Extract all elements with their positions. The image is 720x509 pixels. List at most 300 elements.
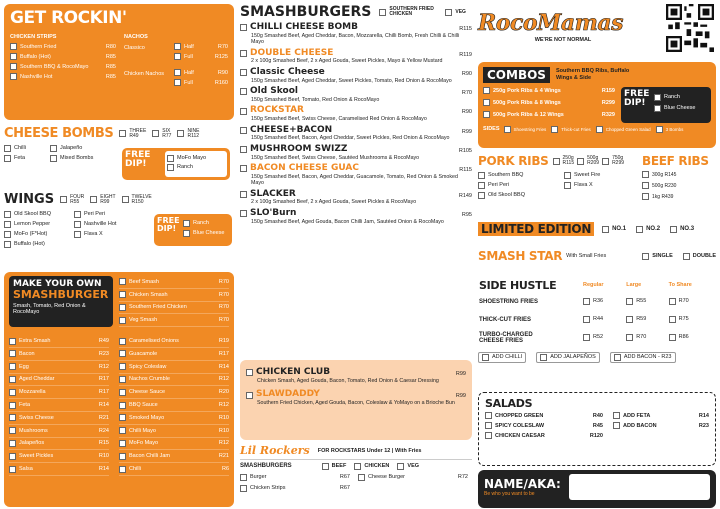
burger-desc: 150g Smashed Beef, Bacon, Aged Cheddar, Guacamole, Tomato, Red Onion & Smoked Mayo xyxy=(251,173,458,187)
base-price: R70 xyxy=(218,317,229,324)
name-input[interactable] xyxy=(569,474,710,500)
extra-checkbox[interactable] xyxy=(119,350,126,357)
size-checkbox[interactable] xyxy=(626,298,633,305)
side-option[interactable] xyxy=(656,126,684,133)
burger-item[interactable] xyxy=(240,106,472,122)
lil-item[interactable] xyxy=(240,474,350,481)
salad-item[interactable] xyxy=(485,432,603,439)
side-price: R70 xyxy=(678,298,689,304)
beef-rib-size[interactable] xyxy=(642,182,716,189)
extra-option[interactable] xyxy=(119,425,229,438)
combo-item[interactable] xyxy=(483,99,615,106)
rib-size-option[interactable] xyxy=(602,156,624,166)
combos-section xyxy=(478,62,716,148)
extra-price: R12 xyxy=(218,402,229,409)
limited-label: NO.2 xyxy=(646,226,661,232)
size-checkbox[interactable] xyxy=(626,316,633,323)
dip-checkbox[interactable] xyxy=(183,230,190,237)
variant-checkbox[interactable] xyxy=(379,9,386,16)
burger-name: SLAWDADDY xyxy=(256,389,320,400)
side-price-option[interactable] xyxy=(669,298,689,305)
item-checkbox[interactable] xyxy=(240,485,247,492)
quantity-option[interactable] xyxy=(177,129,199,139)
salad-price: R40 xyxy=(592,412,603,419)
beef-rib-size[interactable] xyxy=(642,171,716,178)
size-option[interactable] xyxy=(174,79,228,86)
addon-checkbox[interactable] xyxy=(482,354,489,361)
base-option[interactable] xyxy=(119,276,229,289)
size-checkbox[interactable] xyxy=(669,334,676,341)
quantity-checkbox[interactable] xyxy=(122,196,129,203)
burger-item[interactable] xyxy=(240,23,472,46)
combo-item[interactable] xyxy=(483,111,615,118)
extra-checkbox[interactable] xyxy=(9,338,16,345)
burger-price: R115 xyxy=(459,166,472,173)
size-checkbox[interactable] xyxy=(174,53,181,60)
size-checkbox[interactable] xyxy=(174,79,181,86)
dip-option[interactable] xyxy=(654,94,696,101)
base-option[interactable] xyxy=(119,314,229,327)
extra-checkbox[interactable] xyxy=(119,440,126,447)
burger-item[interactable] xyxy=(240,68,472,84)
flavour-option[interactable] xyxy=(4,221,70,228)
menu-item[interactable] xyxy=(10,73,116,80)
extra-checkbox[interactable] xyxy=(9,440,16,447)
extra-option[interactable] xyxy=(9,399,109,412)
extra-name: BBQ Sauce xyxy=(129,402,158,409)
extra-checkbox[interactable] xyxy=(9,376,16,383)
size-option[interactable] xyxy=(174,69,228,76)
burger-item[interactable] xyxy=(240,49,472,65)
flavour-checkbox[interactable] xyxy=(4,241,11,248)
extra-option[interactable] xyxy=(9,463,109,476)
burger-checkbox[interactable] xyxy=(240,210,247,217)
variant-toggle[interactable] xyxy=(445,9,466,16)
side-price-option[interactable] xyxy=(669,316,689,323)
free-dip-label: FREE DIP! xyxy=(157,216,180,233)
size-price: R70 xyxy=(217,43,228,50)
dip-checkbox[interactable] xyxy=(167,155,174,162)
dip-option[interactable] xyxy=(167,155,225,162)
extra-checkbox[interactable] xyxy=(9,350,16,357)
flavour-checkbox[interactable] xyxy=(564,172,571,179)
smash-star-option[interactable] xyxy=(683,253,716,260)
extra-option[interactable] xyxy=(9,450,109,463)
burger-checkbox[interactable] xyxy=(240,165,247,172)
extra-option[interactable] xyxy=(9,348,109,361)
extra-checkbox[interactable] xyxy=(9,427,16,434)
item-price: R85 xyxy=(105,73,116,80)
side-price-option[interactable] xyxy=(583,298,603,305)
burger-checkbox[interactable] xyxy=(240,50,247,57)
combo-item[interactable] xyxy=(483,87,615,94)
flavour-option[interactable] xyxy=(564,172,634,179)
base-checkbox[interactable] xyxy=(119,278,126,285)
dip-option[interactable] xyxy=(183,220,229,227)
base-checkbox[interactable] xyxy=(119,304,126,311)
burger-checkbox[interactable] xyxy=(240,88,247,95)
extra-option[interactable] xyxy=(9,425,109,438)
extra-checkbox[interactable] xyxy=(119,363,126,370)
limited-edition-section xyxy=(478,222,716,236)
extra-option[interactable] xyxy=(119,374,229,387)
combo-checkbox[interactable] xyxy=(483,99,490,106)
burger-name: CHEESE+BACON xyxy=(250,124,333,135)
side-price-option[interactable] xyxy=(626,316,646,323)
size-price: R209 xyxy=(587,160,600,166)
item-checkbox[interactable] xyxy=(10,73,17,80)
extra-price: R17 xyxy=(98,376,109,383)
size-checkbox[interactable] xyxy=(553,158,560,165)
lil-variant-toggle[interactable] xyxy=(397,463,419,470)
size-checkbox[interactable] xyxy=(669,316,676,323)
burger-item[interactable] xyxy=(240,209,472,225)
extra-option[interactable] xyxy=(119,412,229,425)
flavour-option[interactable] xyxy=(4,145,46,152)
variant-toggle[interactable] xyxy=(379,7,437,18)
extra-checkbox[interactable] xyxy=(119,414,126,421)
side-checkbox[interactable] xyxy=(656,126,663,133)
dip-checkbox[interactable] xyxy=(183,220,190,227)
item-checkbox[interactable] xyxy=(240,474,247,481)
size-checkbox[interactable] xyxy=(174,43,181,50)
dip-option[interactable] xyxy=(183,230,229,237)
limited-checkbox[interactable] xyxy=(636,226,643,233)
base-checkbox[interactable] xyxy=(119,291,126,298)
limited-label: NO.1 xyxy=(612,226,627,232)
size-checkbox[interactable] xyxy=(583,298,590,305)
extra-option[interactable] xyxy=(9,335,109,348)
extra-option[interactable] xyxy=(119,399,229,412)
flavour-option[interactable] xyxy=(74,211,146,218)
lil-item[interactable] xyxy=(358,474,468,481)
extra-checkbox[interactable] xyxy=(9,453,16,460)
rib-size-option[interactable] xyxy=(553,156,575,166)
extra-checkbox[interactable] xyxy=(9,389,16,396)
salad-checkbox[interactable] xyxy=(485,412,492,419)
extra-checkbox[interactable] xyxy=(119,453,126,460)
base-price: R70 xyxy=(218,304,229,311)
size-checkbox[interactable] xyxy=(642,193,649,200)
limited-checkbox[interactable] xyxy=(670,226,677,233)
burger-desc: 150g Smashed Beef, Swiss Cheese, Caramelised Red Onion & RocoMayo xyxy=(251,116,427,123)
side-checkbox[interactable] xyxy=(504,126,511,133)
quantity-checkbox[interactable] xyxy=(60,196,67,203)
extra-price: R21 xyxy=(218,453,229,460)
burger-checkbox[interactable] xyxy=(240,191,247,198)
menu-item[interactable] xyxy=(10,43,116,50)
flavour-checkbox[interactable] xyxy=(74,221,81,228)
flavour-checkbox[interactable] xyxy=(4,145,11,152)
side-price-option[interactable] xyxy=(583,316,603,323)
smash-star-option[interactable] xyxy=(642,253,672,260)
salad-price: R120 xyxy=(589,432,603,439)
flavour-option[interactable] xyxy=(50,155,110,162)
variant-checkbox[interactable] xyxy=(354,463,361,470)
extra-checkbox[interactable] xyxy=(9,402,16,409)
salad-checkbox[interactable] xyxy=(485,432,492,439)
menu-item[interactable] xyxy=(10,53,116,60)
extra-checkbox[interactable] xyxy=(9,363,16,370)
extra-option[interactable] xyxy=(119,361,229,374)
lil-variant-toggle[interactable] xyxy=(354,463,389,470)
flavour-option[interactable] xyxy=(4,155,46,162)
flavour-label: Old Skool BBQ xyxy=(488,192,525,199)
cheese-bombs-free-dip xyxy=(122,148,230,180)
burger-desc: 2 x 100g Smashed Beef, 2 x Aged Gouda, Sweet Pickles, Mayo & Yellow Mustard xyxy=(251,58,443,65)
salads-title: SALADS xyxy=(485,397,533,410)
flavour-checkbox[interactable] xyxy=(74,211,81,218)
qr-code-icon[interactable] xyxy=(666,4,714,52)
side-option[interactable] xyxy=(551,126,591,133)
quantity-checkbox[interactable] xyxy=(177,130,184,137)
extra-checkbox[interactable] xyxy=(9,414,16,421)
flavour-option[interactable] xyxy=(4,241,70,248)
burger-item[interactable] xyxy=(240,164,472,187)
extra-checkbox[interactable] xyxy=(119,389,126,396)
burger-checkbox[interactable] xyxy=(240,24,247,31)
size-label: 1kg R439 xyxy=(652,193,674,200)
size-checkbox[interactable] xyxy=(642,171,649,178)
flavour-checkbox[interactable] xyxy=(4,231,11,238)
burger-item[interactable] xyxy=(240,190,472,206)
extra-option[interactable] xyxy=(9,412,109,425)
size-checkbox[interactable] xyxy=(583,316,590,323)
lil-rockers-section xyxy=(240,444,472,492)
extra-price: R49 xyxy=(98,338,109,345)
beef-rib-size[interactable] xyxy=(642,193,716,200)
option-price: R112 xyxy=(187,132,200,139)
brand-logo xyxy=(478,10,648,54)
flavour-label: Flava X xyxy=(574,182,593,189)
burger-checkbox[interactable] xyxy=(240,127,247,134)
burger-item[interactable] xyxy=(240,145,472,161)
extra-option[interactable] xyxy=(119,386,229,399)
header-regular: Regular xyxy=(583,282,604,289)
variant-checkbox[interactable] xyxy=(397,463,404,470)
option-label: DOUBLE xyxy=(692,253,716,259)
item-name: Nashville Hot xyxy=(20,73,53,80)
salad-addon[interactable] xyxy=(613,412,709,419)
dip-label: Blue Cheese xyxy=(193,230,225,237)
extra-option[interactable] xyxy=(119,450,229,463)
salad-checkbox[interactable] xyxy=(485,422,492,429)
size-checkbox[interactable] xyxy=(626,334,633,341)
dip-checkbox[interactable] xyxy=(167,164,174,171)
addon-price: R23 xyxy=(698,422,709,429)
extra-option[interactable] xyxy=(9,386,109,399)
burger-checkbox[interactable] xyxy=(246,392,253,399)
extra-checkbox[interactable] xyxy=(119,402,126,409)
flavour-option[interactable] xyxy=(50,145,110,152)
addon-name: ADD FETA xyxy=(623,412,651,419)
extra-option[interactable] xyxy=(119,463,229,476)
combo-checkbox[interactable] xyxy=(483,87,490,94)
flavour-option[interactable] xyxy=(74,231,146,238)
variant-label: SOUTHERN FRIED CHICKEN xyxy=(389,5,434,17)
variant-checkbox[interactable] xyxy=(445,9,452,16)
size-option[interactable] xyxy=(174,53,228,60)
quantity-option[interactable] xyxy=(119,129,146,139)
burger-checkbox[interactable] xyxy=(240,146,247,153)
flavour-checkbox[interactable] xyxy=(50,155,57,162)
extra-checkbox[interactable] xyxy=(119,376,126,383)
extra-option[interactable] xyxy=(9,374,109,387)
extra-option[interactable] xyxy=(9,361,109,374)
get-rockin-section xyxy=(4,4,234,120)
right-column xyxy=(478,4,716,505)
burger-checkbox[interactable] xyxy=(246,369,253,376)
addon-checkbox[interactable] xyxy=(540,354,547,361)
side-checkbox[interactable] xyxy=(551,126,558,133)
quantity-option[interactable] xyxy=(90,195,115,205)
wings-section xyxy=(4,192,234,266)
size-checkbox[interactable] xyxy=(577,158,584,165)
limited-option[interactable] xyxy=(602,226,626,233)
size-price: R90 xyxy=(217,69,228,76)
size-label: 500g R230 xyxy=(652,182,677,189)
side-label: Thick-cut Fries xyxy=(561,127,591,132)
flavour-option[interactable] xyxy=(4,211,70,218)
dip-checkbox[interactable] xyxy=(654,105,661,112)
flavour-option[interactable] xyxy=(478,172,560,179)
quantity-option[interactable] xyxy=(152,129,171,139)
dip-option[interactable] xyxy=(167,164,225,171)
addon-checkbox[interactable] xyxy=(614,354,621,361)
salad-item[interactable] xyxy=(485,422,603,429)
combo-checkbox[interactable] xyxy=(483,111,490,118)
size-checkbox[interactable] xyxy=(602,158,609,165)
item-checkbox[interactable] xyxy=(10,63,17,70)
extra-price: R19 xyxy=(218,338,229,345)
side-option[interactable] xyxy=(504,126,547,133)
extra-option[interactable] xyxy=(119,348,229,361)
flavour-label: Nashville Hot xyxy=(84,221,117,228)
extra-checkbox[interactable] xyxy=(119,338,126,345)
salad-addon[interactable] xyxy=(613,422,709,429)
side-price-option[interactable] xyxy=(669,334,689,341)
wings-title: WINGS xyxy=(4,192,55,207)
quantity-checkbox[interactable] xyxy=(119,130,126,137)
dip-checkbox[interactable] xyxy=(654,94,661,101)
side-row xyxy=(478,311,716,329)
menu-item[interactable] xyxy=(10,63,116,70)
flavour-option[interactable] xyxy=(478,182,560,189)
flavour-checkbox[interactable] xyxy=(50,145,57,152)
extra-price: R14 xyxy=(98,466,109,473)
combo-name: 250g Pork Ribs & 4 Wings xyxy=(493,87,561,94)
extra-checkbox[interactable] xyxy=(119,427,126,434)
variant-checkbox[interactable] xyxy=(322,463,329,470)
option-label: THREE xyxy=(129,127,147,134)
flavour-checkbox[interactable] xyxy=(564,182,571,189)
side-price-option[interactable] xyxy=(583,334,603,341)
item-checkbox[interactable] xyxy=(358,474,365,481)
base-option[interactable] xyxy=(119,289,229,302)
extra-price: R21 xyxy=(98,414,109,421)
flavour-option[interactable] xyxy=(478,192,560,199)
flavour-checkbox[interactable] xyxy=(4,211,11,218)
quantity-option[interactable] xyxy=(60,195,84,205)
nachos-item xyxy=(124,69,228,89)
base-name: Beef Smash xyxy=(129,278,159,285)
addon-checkbox[interactable] xyxy=(613,412,620,419)
salad-item[interactable] xyxy=(485,412,603,419)
size-checkbox[interactable] xyxy=(583,334,590,341)
side-addon[interactable] xyxy=(536,352,600,363)
extra-option[interactable] xyxy=(119,438,229,451)
burger-checkbox[interactable] xyxy=(240,108,247,115)
side-option[interactable] xyxy=(596,126,651,133)
lil-variant-toggle[interactable] xyxy=(322,463,347,470)
limited-option[interactable] xyxy=(636,226,660,233)
flavour-label: Southern BBQ xyxy=(488,172,524,179)
item-checkbox[interactable] xyxy=(10,53,17,60)
burger-desc: 150g Smashed Beef, Swiss Cheese, Sautéed Mushrooms & RocoMayo xyxy=(251,154,420,161)
lil-item[interactable] xyxy=(240,485,350,492)
extra-option[interactable] xyxy=(9,438,109,451)
side-addon[interactable] xyxy=(478,352,526,363)
extra-name: Cheese Sauce xyxy=(129,389,166,396)
side-checkbox[interactable] xyxy=(596,126,603,133)
size-checkbox[interactable] xyxy=(642,182,649,189)
item-price: R67 xyxy=(339,474,350,481)
size-checkbox[interactable] xyxy=(669,298,676,305)
burger-item[interactable] xyxy=(240,87,472,103)
salad-name: CHICKEN CAESAR xyxy=(495,432,545,439)
side-addon[interactable] xyxy=(610,352,676,363)
limited-checkbox[interactable] xyxy=(602,226,609,233)
base-option[interactable] xyxy=(119,302,229,315)
smash-star-checkbox[interactable] xyxy=(683,253,690,260)
flavour-checkbox[interactable] xyxy=(4,155,11,162)
size-checkbox[interactable] xyxy=(174,69,181,76)
rib-size-option[interactable] xyxy=(577,156,599,166)
burger-desc: 150g Smashed Beef, Aged Gouda, Bacon Chilli Jam, Sautéed Onion & RocoMayo xyxy=(251,218,444,225)
salads-section xyxy=(478,392,716,466)
flavour-checkbox[interactable] xyxy=(478,192,485,199)
quantity-option[interactable] xyxy=(122,195,152,205)
burger-item[interactable] xyxy=(246,368,466,384)
dip-option[interactable] xyxy=(654,105,696,112)
flavour-checkbox[interactable] xyxy=(478,182,485,189)
side-price-option[interactable] xyxy=(626,334,646,341)
burger-item[interactable] xyxy=(240,126,472,142)
flavour-option[interactable] xyxy=(564,182,634,189)
quantity-checkbox[interactable] xyxy=(152,130,159,137)
item-price: R80 xyxy=(105,43,116,50)
burger-item[interactable] xyxy=(246,390,466,406)
flavour-checkbox[interactable] xyxy=(74,231,81,238)
flavour-checkbox[interactable] xyxy=(478,172,485,179)
item-checkbox[interactable] xyxy=(10,43,17,50)
burger-checkbox[interactable] xyxy=(240,69,247,76)
size-option[interactable] xyxy=(174,43,228,50)
smash-star-checkbox[interactable] xyxy=(642,253,649,260)
addon-checkbox[interactable] xyxy=(613,422,620,429)
flavour-option[interactable] xyxy=(4,231,70,238)
side-price-option[interactable] xyxy=(626,298,646,305)
extra-name: Salsa xyxy=(19,466,33,473)
base-checkbox[interactable] xyxy=(119,317,126,324)
flavour-checkbox[interactable] xyxy=(4,221,11,228)
flavour-option[interactable] xyxy=(74,221,146,228)
extra-option[interactable] xyxy=(119,335,229,348)
limited-option[interactable] xyxy=(670,226,694,233)
extra-checkbox[interactable] xyxy=(119,466,126,473)
extra-checkbox[interactable] xyxy=(9,466,16,473)
quantity-checkbox[interactable] xyxy=(90,196,97,203)
